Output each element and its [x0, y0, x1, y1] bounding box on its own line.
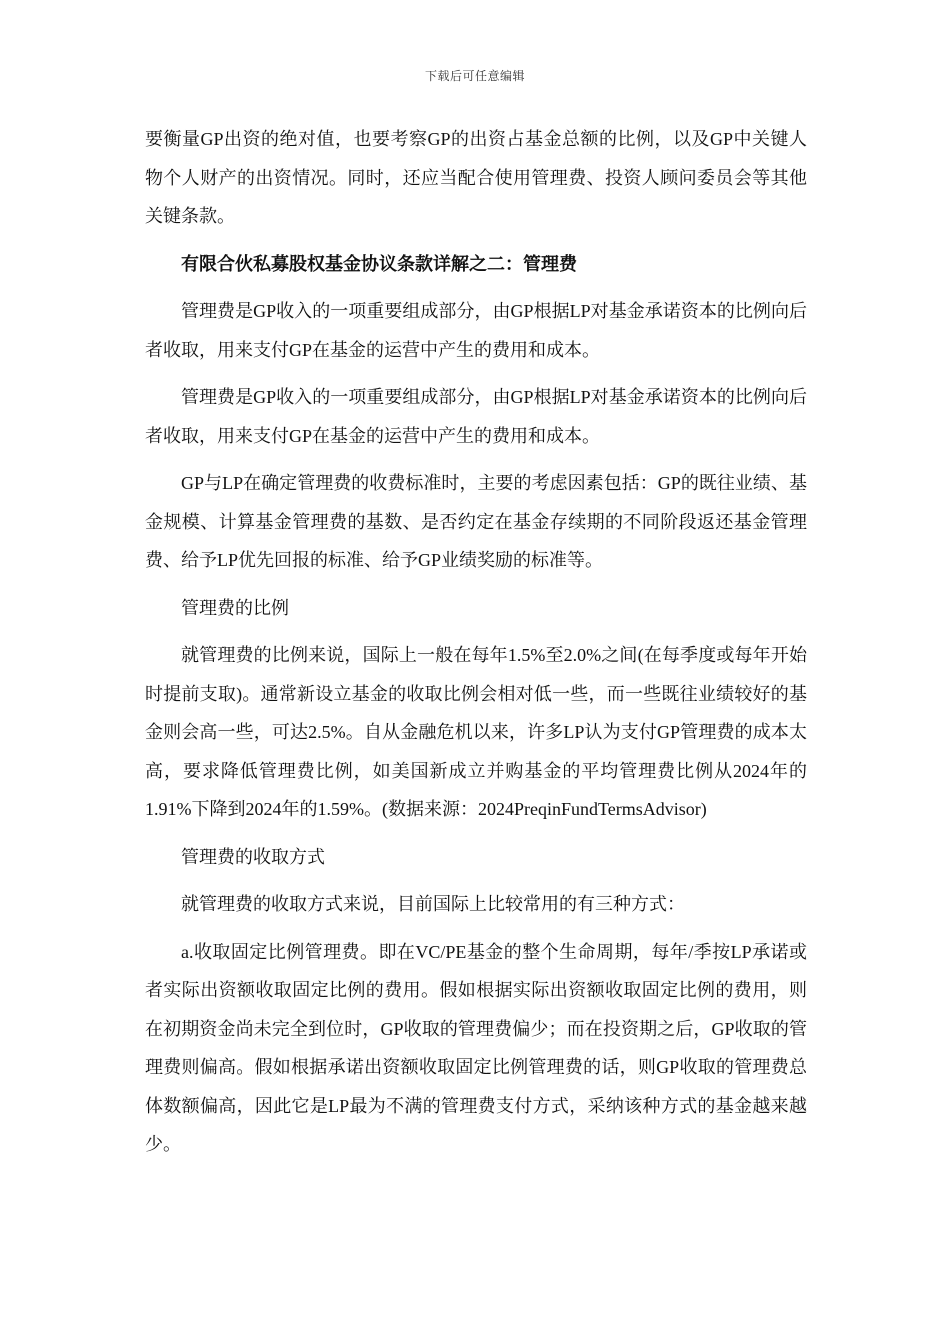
- paragraph-fixed-ratio-fee: a.收取固定比例管理费。即在VC/PE基金的整个生命周期，每年/季按LP承诺或者实际出资额收取固定比例的费用。假如根据实际出资额收取固定比例的费用，则在初期资金尚未完全到位时，GP收取的管理费偏少；而在投资期之后，GP收取的管理费则偏高。假如根据承诺出资额收取固定比例管理费的话，则GP收取的管理费总体数额偏高，因此它是LP最为不满的管理费支付方式，采纳该种方式的基金越来越少。: [145, 941, 807, 1154]
- paragraph-intro: 要衡量GP出资的绝对值，也要考察GP的出资占基金总额的比例，以及GP中关键人物个人财产的出资情况。同时，还应当配合使用管理费、投资人顾问委员会等其他关键条款。: [145, 129, 807, 226]
- subheading-fee-ratio: 管理费的比例: [181, 597, 289, 618]
- subheading-fee-collection: 管理费的收取方式: [181, 846, 325, 867]
- section-heading: 有限合伙私募股权基金协议条款详解之二：管理费: [181, 253, 577, 274]
- paragraph-fee-ratio: 就管理费的比例来说，国际上一般在每年1.5%至2.0%之间(在每季度或每年开始时提前支取)。通常新设立基金的收取比例会相对低一些，而一些既往业绩较好的基金则会高一些，可达2.5%。自从金融危机以来，许多LP认为支付GP管理费的成本太高，要求降低管理费比例，如美国新成立并购基金的平均管理费比例从2024年的1.91%下降到2024年的1.59%。(数据来源：2024PreqinFundTermsAdvisor): [145, 645, 807, 819]
- paragraph-management-fee-definition-repeat: 管理费是GP收入的一项重要组成部分，由GP根据LP对基金承诺资本的比例向后者收取，用来支付GP在基金的运营中产生的费用和成本。: [145, 387, 807, 446]
- page-header: 下载后可任意编辑: [424, 69, 525, 83]
- paragraph-fee-factors: GP与LP在确定管理费的收费标准时，主要的考虑因素包括：GP的既往业绩、基金规模、计算基金管理费的基数、是否约定在基金存续期的不同阶段返还基金管理费、给予LP优先回报的标准、给予GP业绩奖励的标准等。: [145, 473, 807, 570]
- document-body: [145, 120, 807, 1173]
- paragraph-management-fee-definition: 管理费是GP收入的一项重要组成部分，由GP根据LP对基金承诺资本的比例向后者收取，用来支付GP在基金的运营中产生的费用和成本。: [145, 301, 807, 360]
- paragraph-fee-collection-intro: 就管理费的收取方式来说，目前国际上比较常用的有三种方式：: [181, 894, 685, 914]
